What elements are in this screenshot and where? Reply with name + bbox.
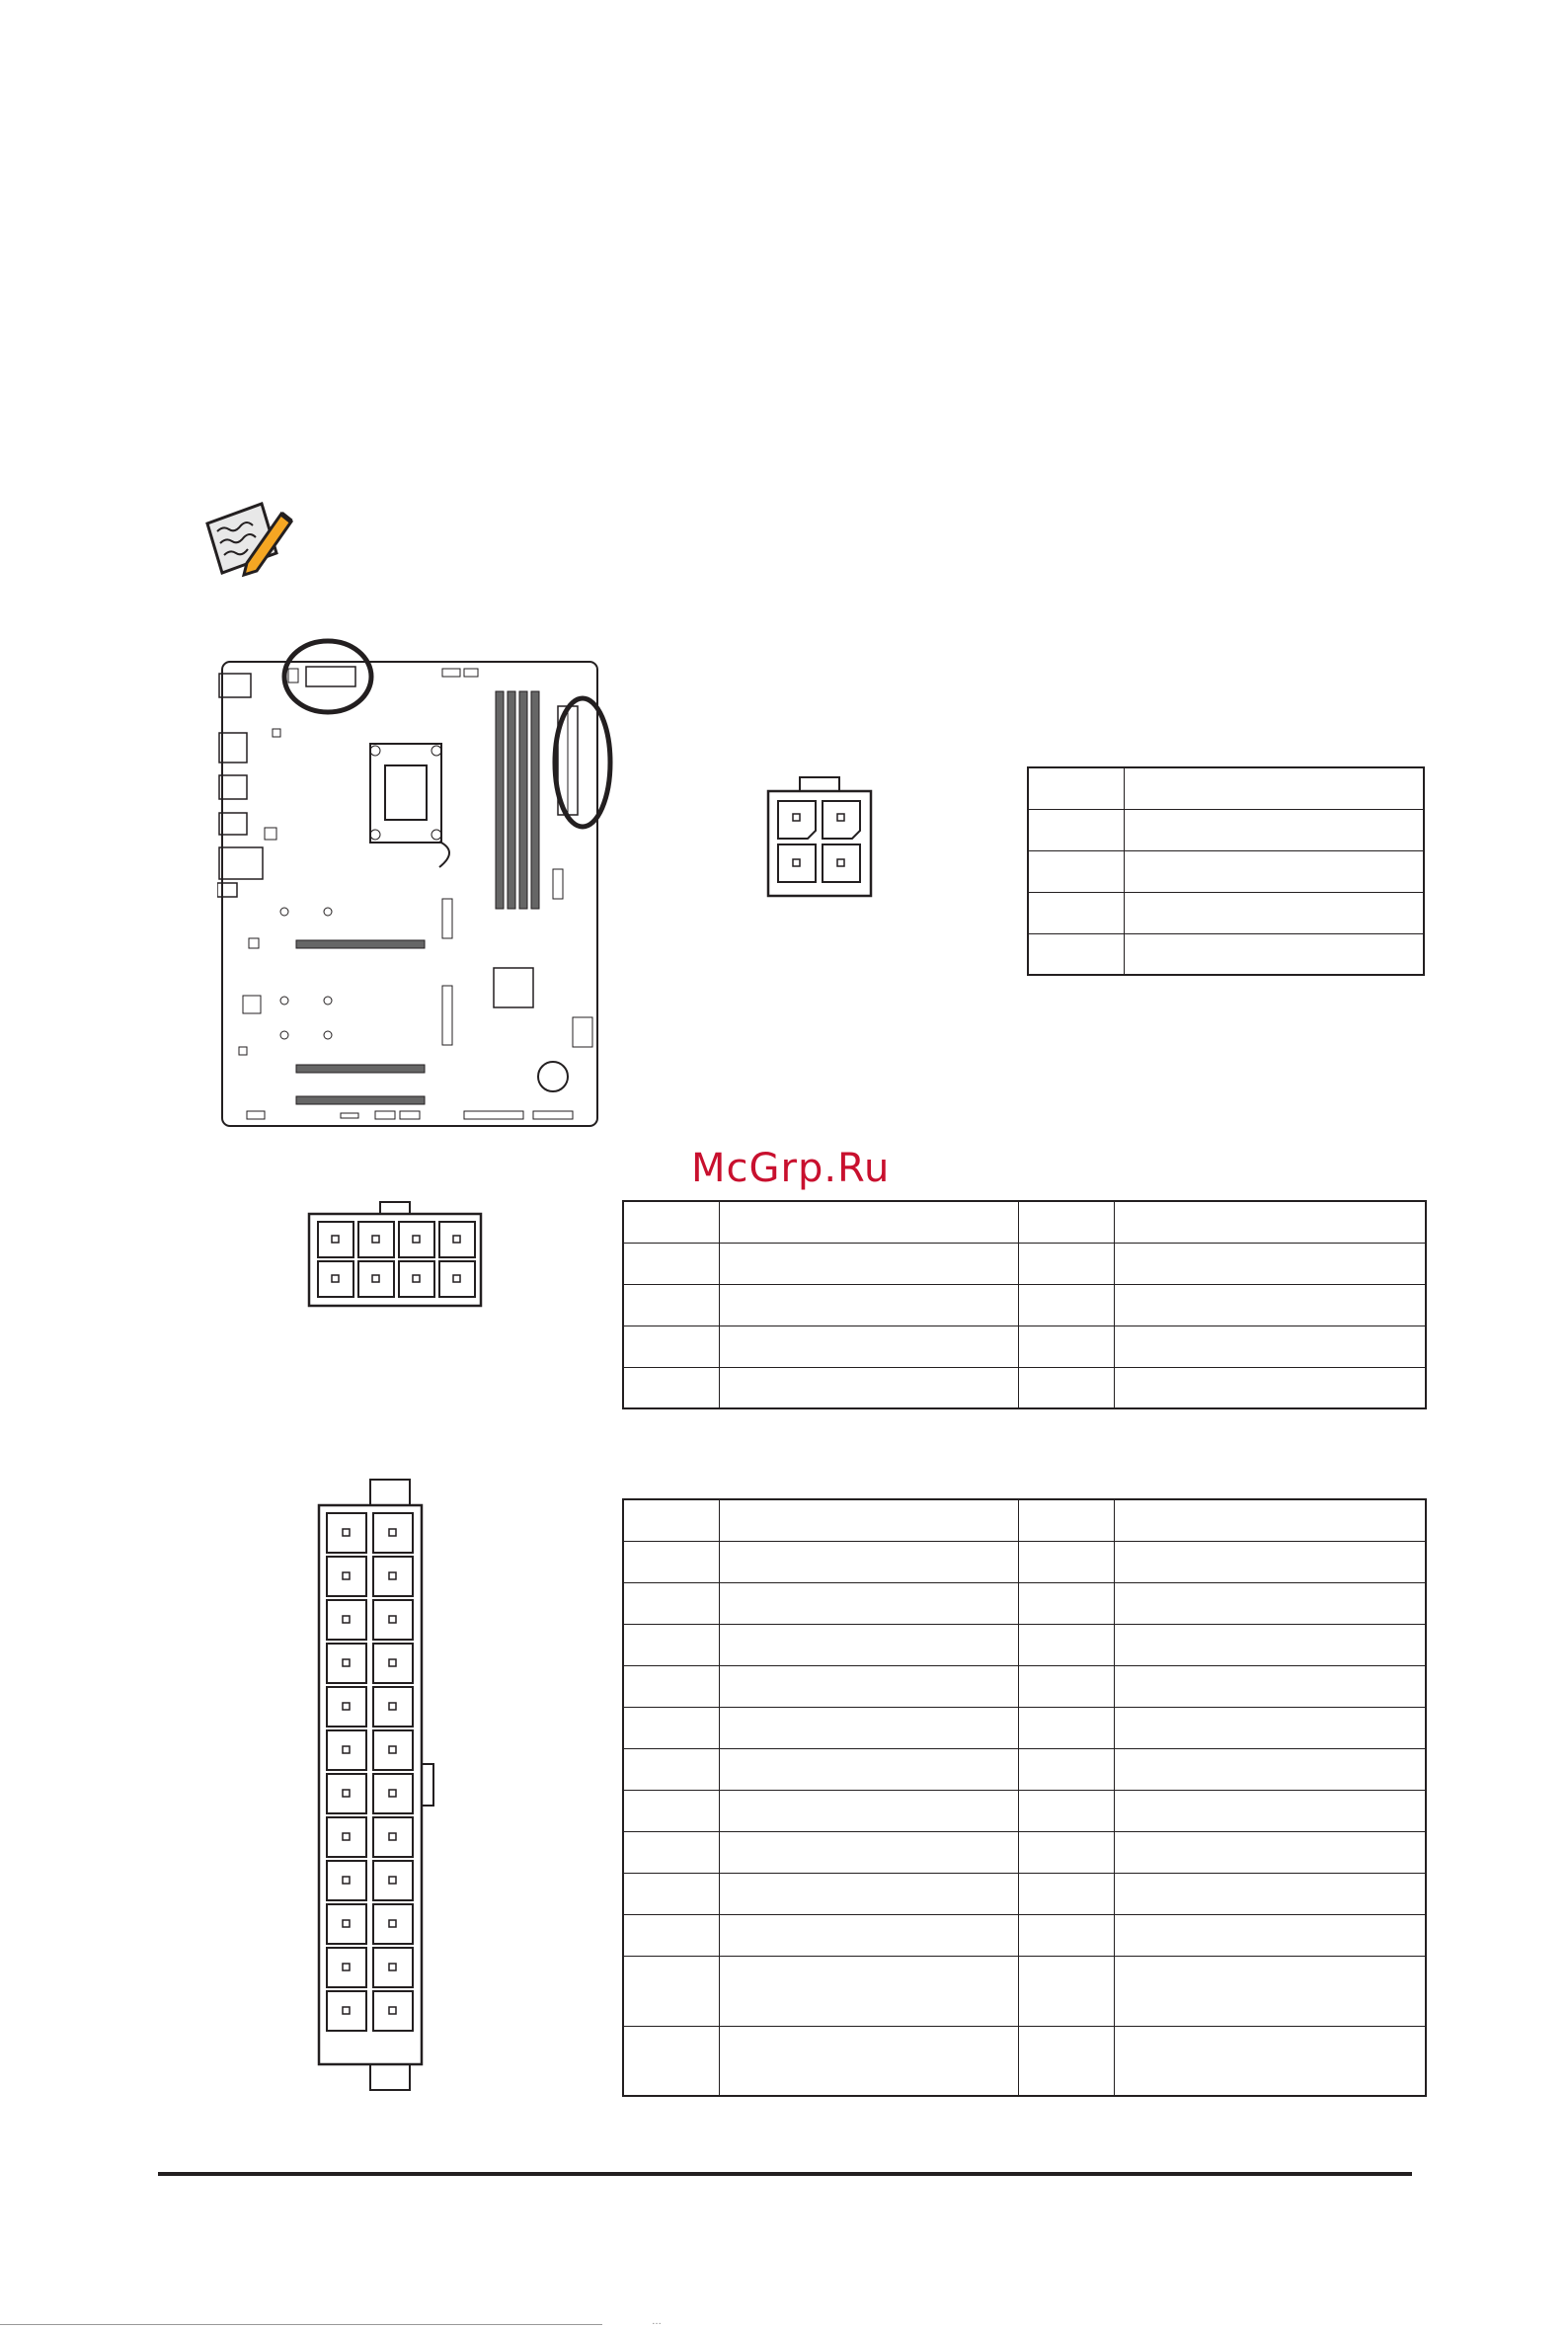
atx-4pin-table: [1027, 766, 1425, 976]
atx-4pin-connector-diagram: [765, 775, 874, 899]
atx-24pin-connector-diagram: [314, 1478, 442, 2092]
motherboard-layout-diagram: [217, 622, 632, 1136]
atx-8pin-table: [622, 1200, 1427, 1409]
footer-rule: [158, 2172, 1412, 2176]
watermark: McGrp.Ru: [691, 1146, 891, 1191]
note-pencil-icon: [202, 494, 296, 583]
footer-mark: …: [652, 2316, 662, 2327]
bottom-rule: [0, 2324, 602, 2325]
atx-24pin-table: [622, 1498, 1427, 2097]
atx-8pin-connector-diagram: [306, 1200, 484, 1309]
